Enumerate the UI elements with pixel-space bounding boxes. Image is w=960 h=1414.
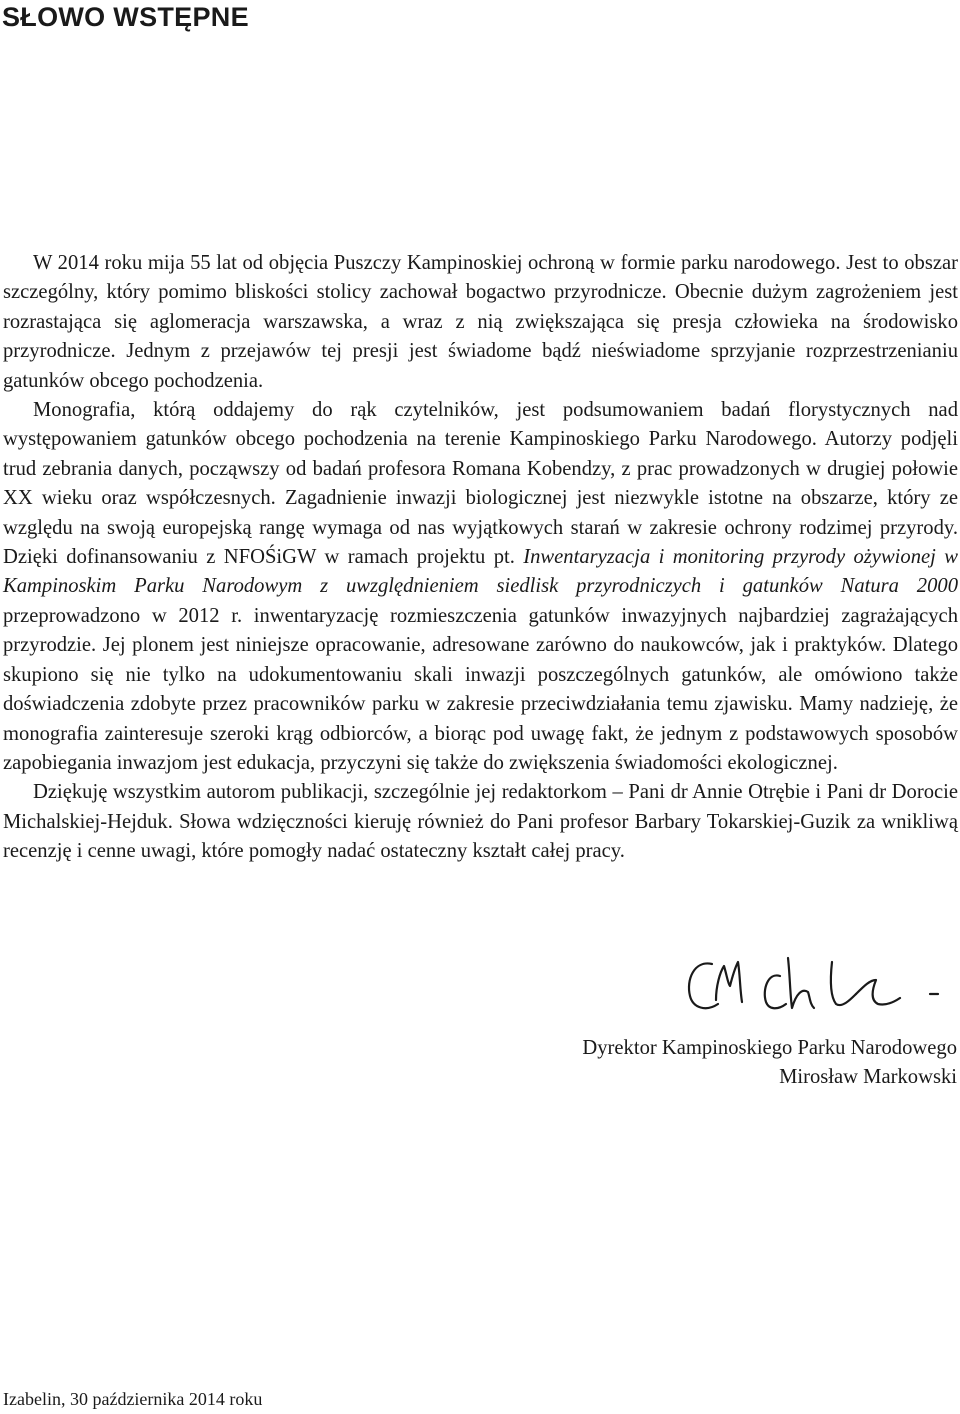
paragraph-2-text-end: przeprowadzono w 2012 r. inwentaryzację rozmieszczenia gatunków inwazyjnych najbardziej zagrażających przyrodzie. Jej plonem jest niniejsze opracowanie, adresowane zarówno do naukowców, jak i praktyków. Dlatego skupiono się nie tylko na udokumentowaniu skali inwazji poszczególnych gatunków, ale omówiono także doświadczenia zdobyte przez pracowników parku w zakresie przeciwdziałania temu zjawisku. Mamy nadzieję, że monografia zainteresuje szeroki krąg odbiorców, a biorąc pod uwagę fakt, że jednym z podstawowych sposobów zapobiegania inwazjom jest edukacja, przyczyni się także do zwiększenia świadomości ekologicznej.: [3, 604, 958, 774]
signatory-name: Mirosław Markowski: [779, 1066, 957, 1089]
body-text: [3, 249, 958, 867]
paragraph-2: [3, 396, 958, 778]
place-date: Izabelin, 30 października 2014 roku: [3, 1389, 263, 1409]
project-title: Inwentaryzacja i monitoring przyrody ożywionej w Kampinoskim Parku Narodowym z uwzględnieniem siedlisk przyrodniczych i gatunków Natura 2000: [3, 546, 958, 598]
signature-block: [582, 1034, 957, 1093]
paragraph-2-text-start: Monografia, którą oddajemy do rąk czytelników, jest podsumowaniem badań florystycznych nad występowaniem gatunków obcego pochodzenia na terenie Kampinoskiego Parku Narodowego. Autorzy podjęli trud zebrania danych, począwszy od badań profesora Romana Kobendzy, z prac prowadzonych w drugiej połowie XX wieku oraz współczesnych. Zagadnienie inwazji biologicznej jest niezwykle istotne na obszarze, który ze względu na swoją europejską rangę wymaga od nas wyjątkowych starań w zakresie ochrony rodzimej przyrody. Dzięki dofinansowaniu z NFOŚiGW w ramach projektu pt.: [3, 399, 958, 569]
page-title: SŁOWO WSTĘPNE: [2, 2, 249, 32]
paragraph-3: Dziękuję wszystkim autorom publikacji, szczególnie jej redaktorkom – Pani dr Annie Otrębie i Pani dr Dorocie Michalskiej-Hejduk. Słowa wdzięczności kieruję również do Pani profesor Barbary Tokarskiej-Guzik za wnikliwą recenzję i cenne uwagi, które pomogły nadać ostateczny kształt całej pracy.: [3, 781, 958, 863]
paragraph-1: W 2014 roku mija 55 lat od objęcia Puszczy Kampinoskiej ochroną w formie parku narodowego. Jest to obszar szczególny, który pomimo bliskości stolicy zachował bogactwo przyrodnicze. Obecnie dużym zagrożeniem jest rozrastająca się aglomeracja warszawska, a wraz z nią zwiększająca się presja człowieka na środowisko przyrodnicze. Jednym z przejawów tej presji jest świadome bądź nieświadome sprzyjanie rozprzestrzenianiu gatunków obcego pochodzenia.: [3, 252, 958, 392]
handwritten-signature: [680, 950, 950, 1030]
signatory-position: Dyrektor Kampinoskiego Parku Narodowego: [582, 1037, 957, 1059]
